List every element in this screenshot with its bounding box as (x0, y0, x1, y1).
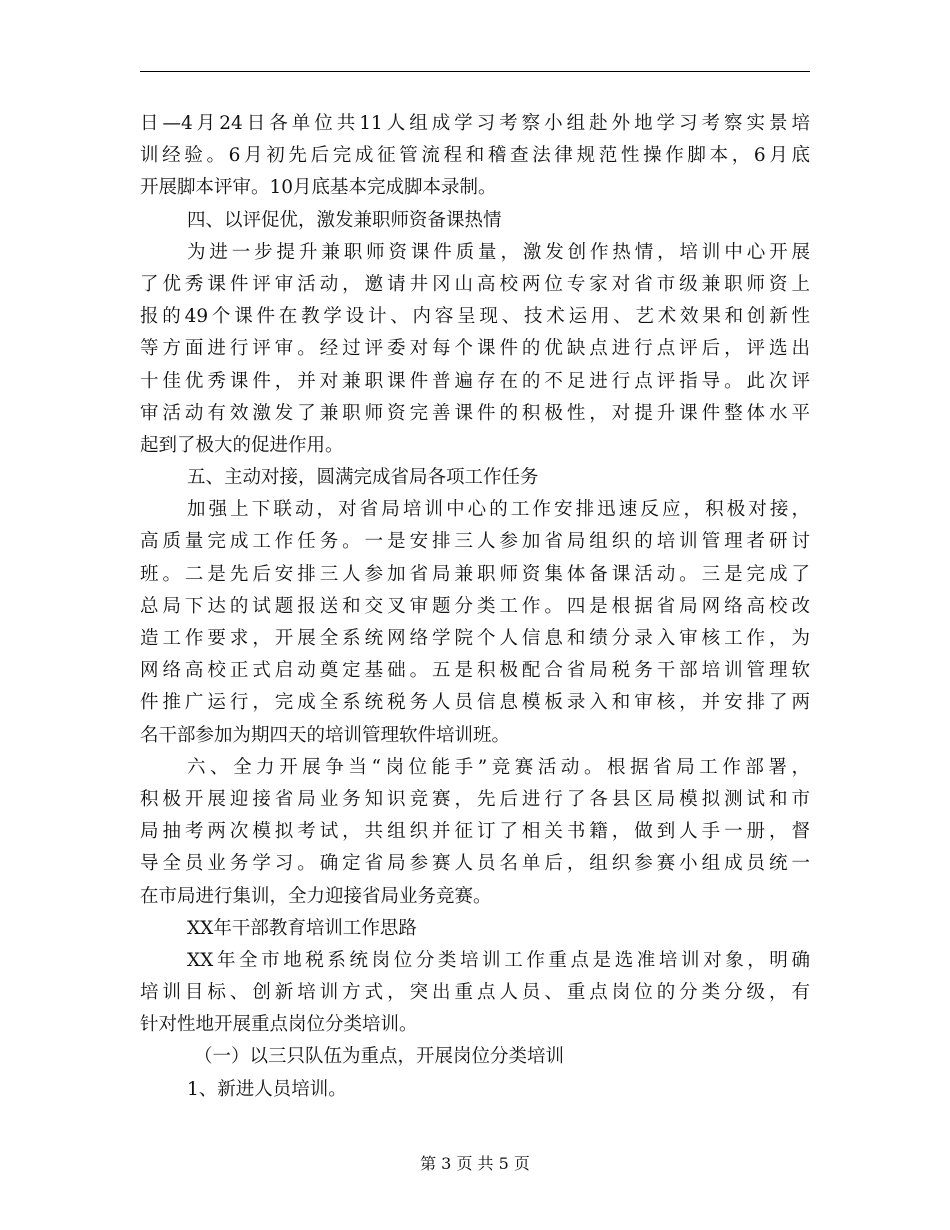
text-line: 了优秀课件评审活动，邀请井冈山高校两位专家对省市级兼职师资上 (140, 273, 810, 295)
text-line: 日—4月24日各单位共11人组成学习考察小组赴外地学习考察实景培 (140, 113, 810, 134)
text-line: 积极开展迎接省局业务知识竞赛，先后进行了各县区局模拟测试和市 (140, 788, 810, 810)
text-line: 审活动有效激发了兼职师资完善课件的积极性，对提升课件整体水平 (140, 402, 810, 424)
text-line: 在市局进行集训，全力迎接省局业务竞赛。 (140, 885, 492, 907)
text-line: 报的49个课件在教学设计、内容呈现、技术运用、艺术效果和创新性 (140, 306, 810, 328)
text-line: XX年干部教育培训工作思路 (187, 917, 417, 939)
text-line: 总局下达的试题报送和交叉审题分类工作。四是根据省局网络高校改 (140, 595, 810, 617)
text-line: 培训目标、创新培训方式，突出重点人员、重点岗位的分类分级，有 (140, 982, 810, 1004)
text-line: 件推广运行，完成全系统税务人员信息模板录入和审核，并安排了两 (140, 692, 810, 714)
text-line: 开展脚本评审。10月底基本完成脚本录制。 (140, 177, 497, 199)
text-line: 十佳优秀课件，并对兼职课件普遍存在的不足进行点评指导。此次评 (140, 370, 810, 392)
text-line: 针对性地开展重点岗位分类培训。 (140, 1014, 418, 1036)
text-line: 班。二是先后安排三人参加省局兼职师资集体备课活动。三是完成了 (140, 563, 810, 585)
text-line: 等方面进行评审。经过评委对每个课件的优缺点进行点评后，评选出 (140, 338, 810, 360)
text-line: XX年全市地税系统岗位分类培训工作重点是选准培训对象，明确 (187, 949, 810, 971)
text-line: 四、以评促优，激发兼职师资备课热情 (187, 209, 502, 231)
text-line: 高质量完成工作任务。一是安排三人参加省局组织的培训管理者研讨 (140, 531, 810, 553)
text-line: （一）以三只队伍为重点，开展岗位分类培训 (194, 1046, 565, 1068)
text-line: 五、主动对接，圆满完成省局各项工作任务 (187, 467, 539, 489)
text-line: 局抽考两次模拟考试，共组织并征订了相关书籍，做到人手一册，督 (140, 821, 810, 843)
text-line: 造工作要求，开展全系统网络学院个人信息和绩分录入审核工作，为 (140, 628, 810, 649)
text-line: 为进一步提升兼职师资课件质量，激发创作热情，培训中心开展 (187, 241, 810, 263)
document-body (140, 108, 810, 1106)
text-line: 名干部参加为期四天的培训管理软件培训班。 (140, 724, 511, 746)
text-line: 加强上下联动，对省局培训中心的工作安排迅速反应，积极对接， (187, 499, 810, 521)
text-line: 1、新进人员培训。 (187, 1078, 347, 1100)
text-line: 网络高校正式启动奠定基础。五是积极配合省局税务干部培训管理软 (140, 660, 810, 682)
text-line: 导全员业务学习。确定省局参赛人员名单后，组织参赛小组成员统一 (140, 853, 810, 875)
text-line: 起到了极大的促进作用。 (140, 434, 344, 456)
page-footer: 第 3 页 共 5 页 (420, 1154, 530, 1173)
header-rule (140, 71, 810, 72)
text-line: 六、全力开展争当“岗位能手”竞赛活动。根据省局工作部署， (187, 756, 810, 778)
text-line: 训经验。6月初先后完成征管流程和稽查法律规范性操作脚本，6月底 (140, 145, 810, 167)
